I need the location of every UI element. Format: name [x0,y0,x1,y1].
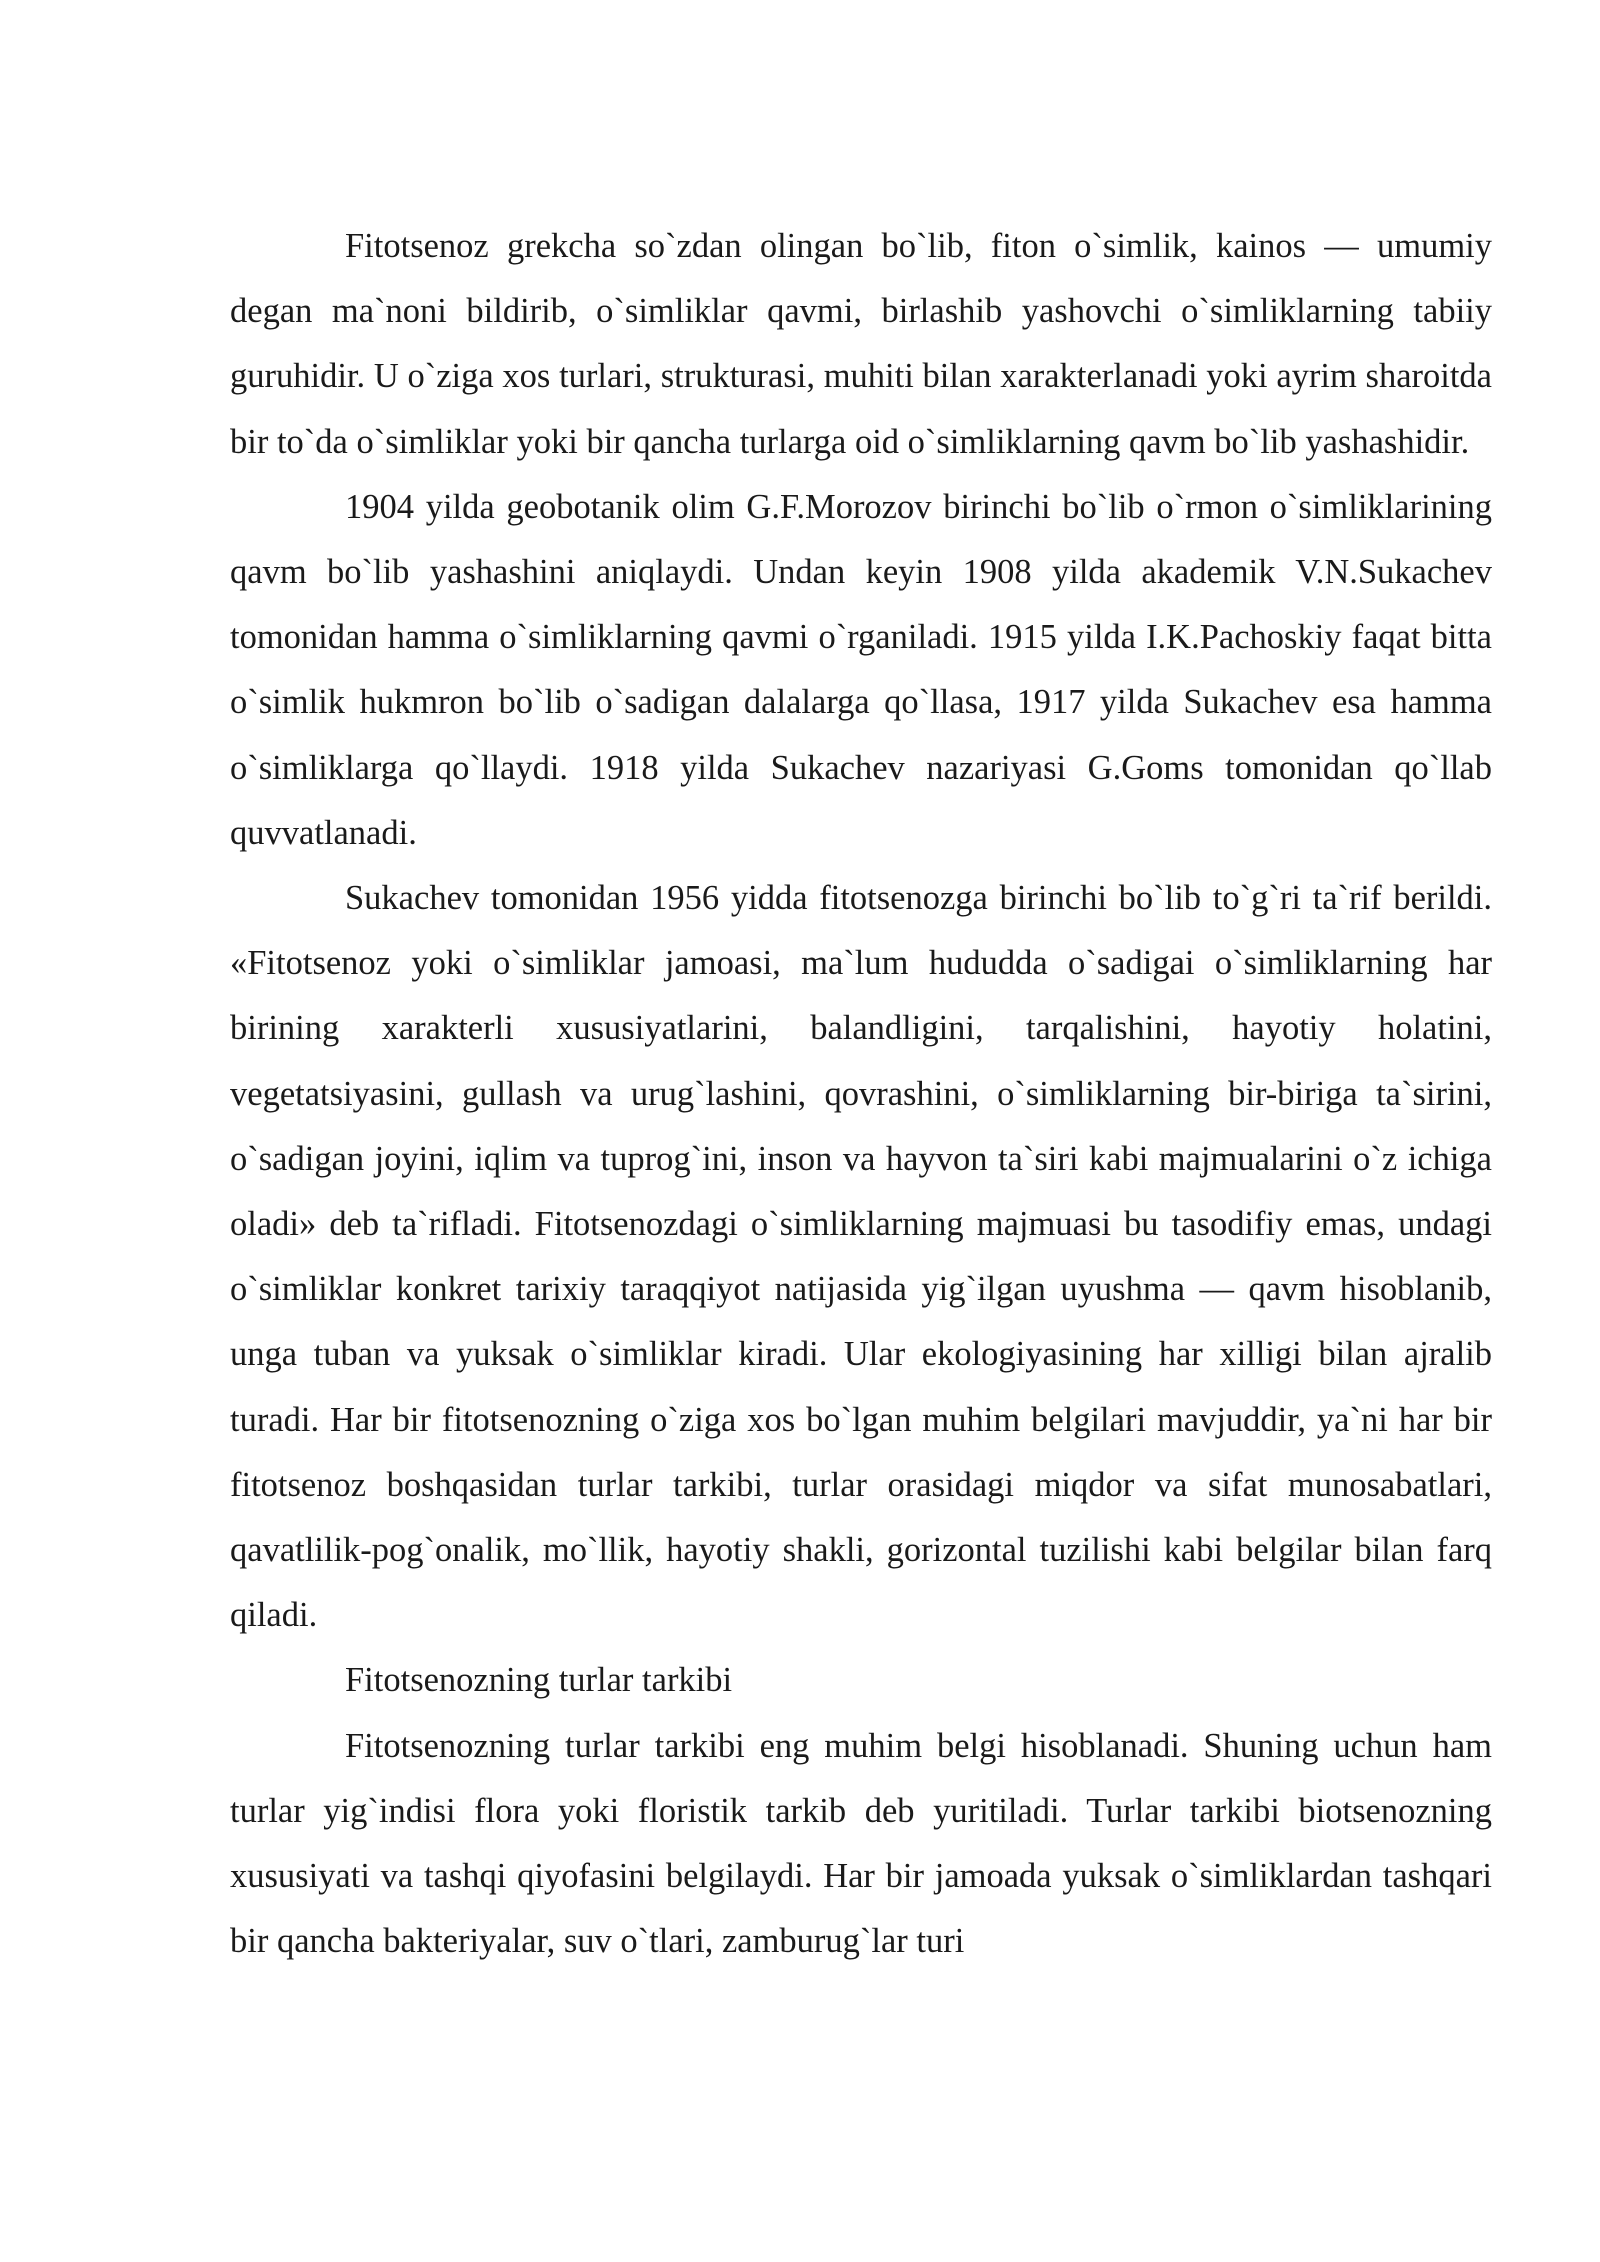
document-body [230,214,1492,1974]
section-heading: Fitotsenozning turlar tarkibi [345,1661,733,1700]
paragraph-definition: Fitotsenoz grekcha so`zdan olingan bo`lib, fiton o`simlik, kainos — umumiy degan ma`noni bildirib, o`simliklar qavmi, birlashib yashovchi o`simliklarning tabiiy guruhidir. U o`ziga xos turlari, strukturasi, muhiti bilan xarakterlanadi yoki ayrim sharoitda bir to`da o`simliklar yoki bir qancha turlarga oid o`simliklarning qavm bo`lib yashashidir. [230,227,1492,461]
paragraph-species-composition: Fitotsenozning turlar tarkibi eng muhim belgi hisoblanadi. Shuning uchun ham turlar yig`indisi flora yoki floristik tarkib deb yuritiladi. Turlar tarkibi biotsenozning xususiyati va tashqi qiyofasini belgilaydi. Har bir jamoada yuksak o`simliklardan tashqari bir qancha bakteriyalar, suv o`tlari, zamburug`lar turi [230,1726,1492,1961]
paragraph-sukachev-definition: Sukachev tomonidan 1956 yidda fitotsenozga birinchi bo`lib to`g`ri ta`rif berildi. «Fitotsenoz yoki o`simliklar jamoasi, ma`lum hududda o`sadigai o`simliklarning har birining xarakterli xususiyatlarini, balandligini, tarqalishini, hayotiy holatini, vegetatsiyasini, gullash va urug`lashini, qovrashini, o`simliklarning bir-biriga ta`sirini, o`sadigan joyini, iqlim va tuprog`ini, inson va hayvon ta`siri kabi majmualarini o`z ichiga oladi» deb ta`rifladi. Fitotsenozdagi o`simliklarning majmuasi bu tasodifiy emas, undagi o`simliklar konkret tarixiy taraqqiyot natijasida yig`ilgan uyushma — qavm hisoblanib, unga tuban va yuksak o`simliklar kiradi. Ular ekologiyasining har xilligi bilan ajralib turadi. Har bir fitotsenozning o`ziga xos bo`lgan muhim belgilari mavjuddir, ya`ni har bir fitotsenoz boshqasidan turlar tarkibi, turlar orasidagi miqdor va sifat munosabatlari, qavatlilik-pog`onalik, mo`llik, hayotiy shakli, gorizontal tuzilishi kabi belgilar bilan farq qiladi. [230,879,1492,1635]
paragraph-history: 1904 yilda geobotanik olim G.F.Morozov birinchi bo`lib o`rmon o`simliklarining qavm bo`lib yashashini aniqlaydi. Undan keyin 1908 yilda akademik V.N.Sukachev tomonidan hamma o`simliklarning qavmi o`rganiladi. 1915 yilda I.K.Pachoskiy faqat bitta o`simlik hukmron bo`lib o`sadigan dalalarga qo`llasa, 1917 yilda Sukachev esa hamma o`simliklarga qo`llaydi. 1918 yilda Sukachev nazariyasi G.Goms tomonidan qo`llab quvvatlanadi. [230,487,1492,852]
